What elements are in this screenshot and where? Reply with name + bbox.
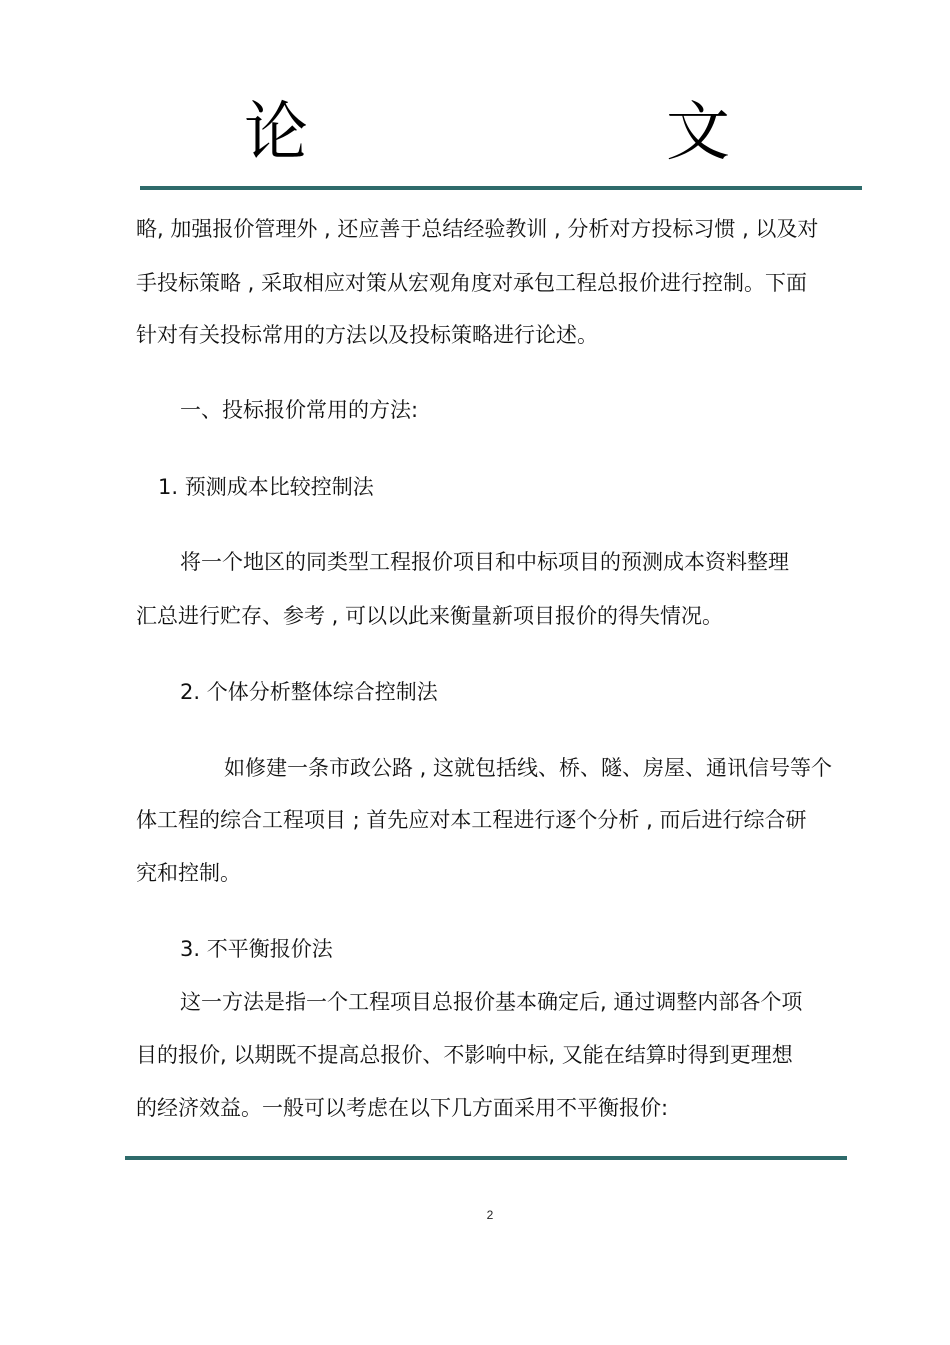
text-line: 目的报价, 以期既不提高总报价、不影响中标, 又能在结算时得到更理想 xyxy=(136,1043,793,1067)
section-heading: 一、投标报价常用的方法: xyxy=(180,398,419,422)
text-line: 如修建一条市政公路 , 这就包括线、桥、隧、房屋、通讯信号等个 xyxy=(224,756,833,780)
header-rule xyxy=(140,186,862,190)
item-heading: 1. 预测成本比较控制法 xyxy=(158,475,374,499)
text-line: 汇总进行贮存、参考 , 可以以此来衡量新项目报价的得失情况。 xyxy=(136,604,724,628)
text-line: 略, 加强报价管理外 , 还应善于总结经验教训 , 分析对方投标习惯 , 以及对 xyxy=(136,217,819,241)
text-line: 针对有关投标常用的方法以及投标策略进行论述。 xyxy=(136,323,598,347)
item-heading: 2. 个体分析整体综合控制法 xyxy=(180,680,438,704)
text-line: 的经济效益。一般可以考虑在以下几方面采用不平衡报价: xyxy=(136,1096,669,1120)
text-line: 手投标策略 , 采取相应对策从宏观角度对承包工程总报价进行控制。下面 xyxy=(136,271,808,295)
text-line: 究和控制。 xyxy=(136,861,241,885)
text-line: 这一方法是指一个工程项目总报价基本确定后, 通过调整内部各个项 xyxy=(180,990,803,1014)
item-heading: 3. 不平衡报价法 xyxy=(180,937,333,961)
text-line: 体工程的综合工程项目 ; 首先应对本工程进行逐个分析 , 而后进行综合研 xyxy=(136,808,807,832)
footer-rule xyxy=(125,1156,847,1160)
header-title-char-1: 论 xyxy=(244,96,308,170)
page-number: 2 xyxy=(486,1208,494,1222)
text-line: 将一个地区的同类型工程报价项目和中标项目的预测成本资料整理 xyxy=(180,550,789,574)
header-title-char-2: 文 xyxy=(666,96,730,170)
